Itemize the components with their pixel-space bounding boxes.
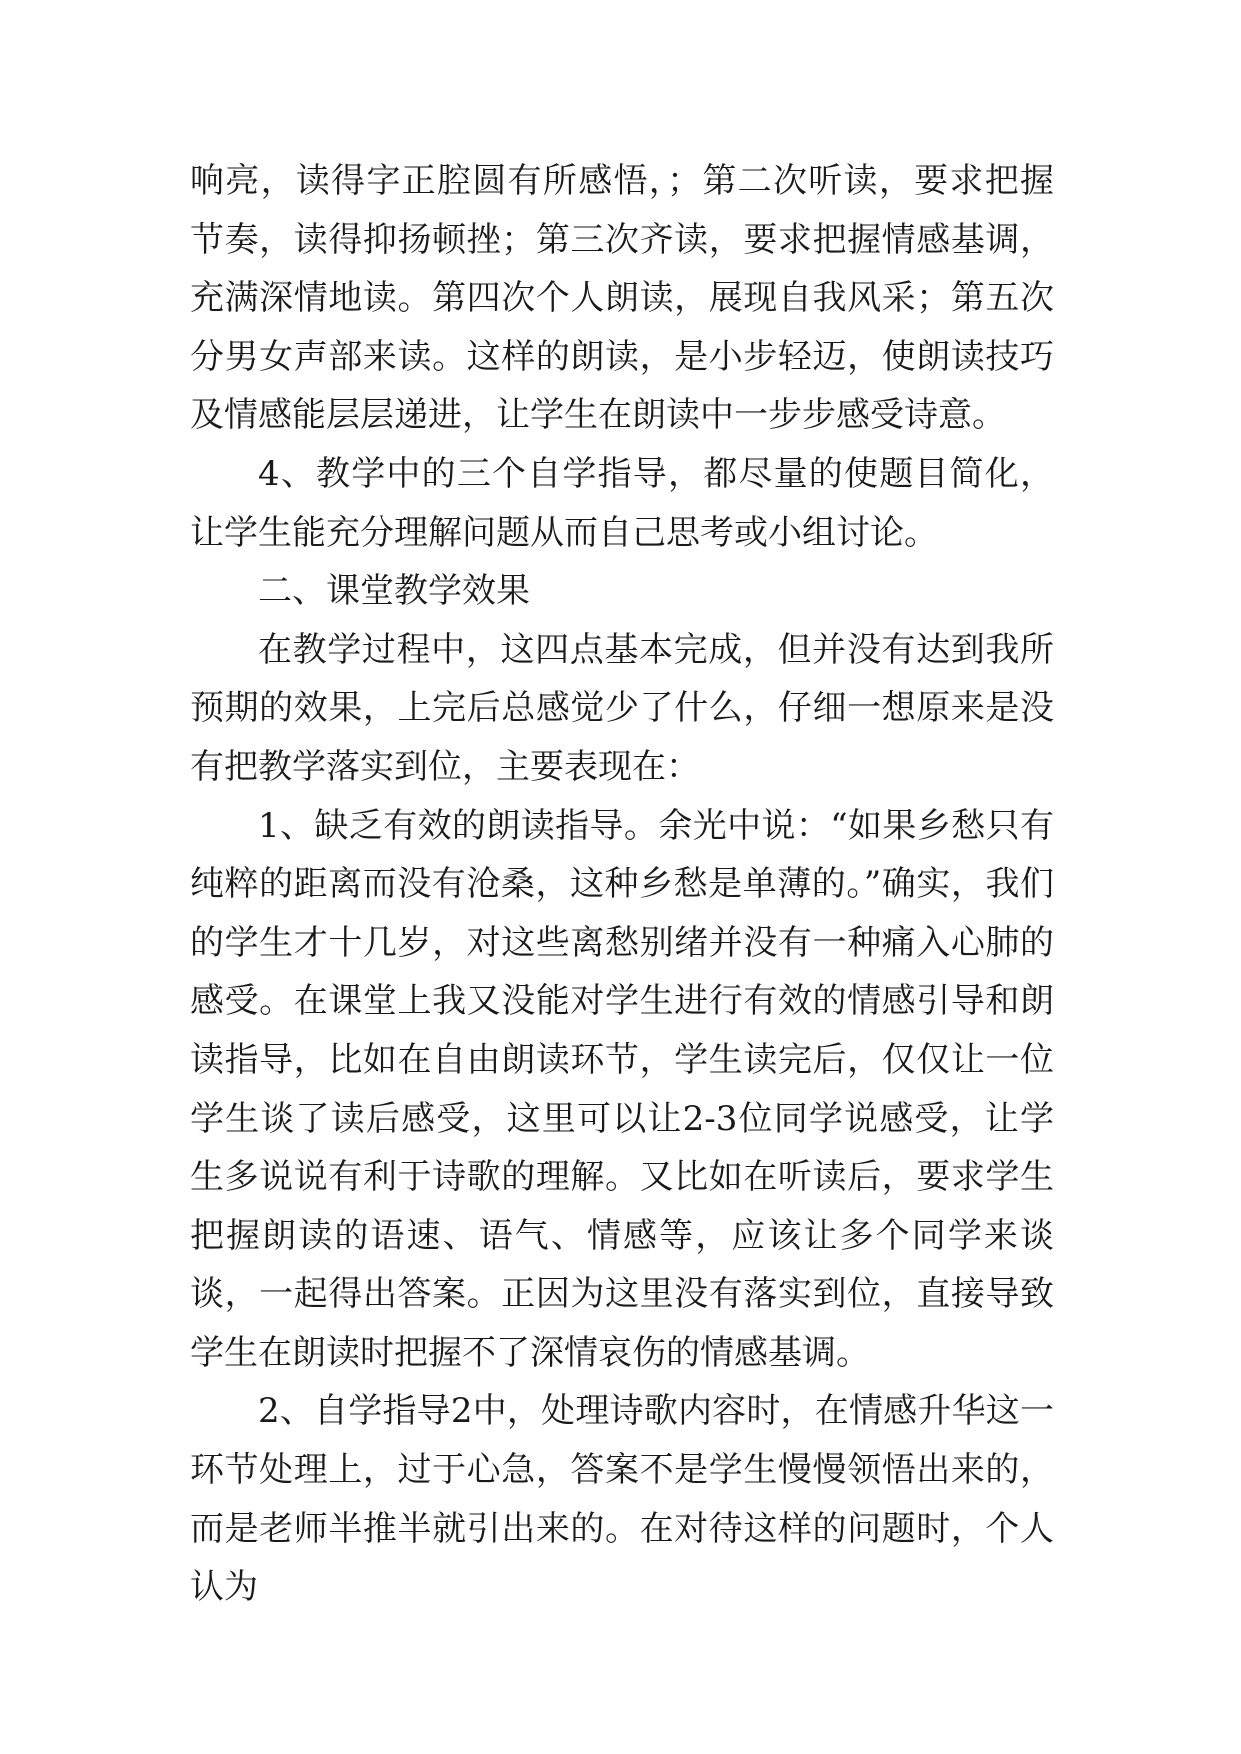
document-body [190, 152, 1054, 1617]
paragraph-reading-steps: 响亮，读得字正腔圆有所感悟，；第二次听读，要求把握节奏，读得抑扬顿挫；第三次齐读，要求把握情感基调，充满深情地读。第四次个人朗读，展现自我风采；第五次分男女声部来读。这样的朗读，是小步轻迈，使朗读技巧及情感能层层递进，让学生在朗读中一步步感受诗意。 [190, 161, 1054, 436]
paragraph-self-study-guidance: 4、教学中的三个自学指导，都尽量的使题目简化，让学生能充分理解问题从而自己思考或小组讨论。 [190, 453, 1054, 553]
section-heading-classroom-effect: 二、课堂教学效果 [258, 571, 530, 612]
paragraph-teaching-process: 在教学过程中，这四点基本完成，但并没有达到我所预期的效果，上完后总感觉少了什么，仔细一想原来是没有把教学落实到位，主要表现在： [190, 629, 1054, 787]
paragraph-self-study-guide-2: 2、自学指导2中，处理诗歌内容时，在情感升华这一环节处理上，过于心急，答案不是学生慢慢领悟出来的，而是老师半推半就引出来的。在对待这样的问题时，个人认为 [190, 1391, 1054, 1608]
paragraph-reading-guidance-lacking: 1、缺乏有效的朗读指导。余光中说：“如果乡愁只有纯粹的距离而没有沧桑，这种乡愁是单薄的。”确实，我们的学生才十几岁，对这些离愁别绪并没有一种痛入心肺的感受。在课堂上我又没能对学生进行有效的情感引导和朗读指导，比如在自由朗读环节，学生读完后，仅仅让一位学生谈了读后感受，这里可以让2-3位同学说感受，让学生多说说有利于诗歌的理解。又比如在听读后，要求学生把握朗读的语速、语气、情感等，应该让多个同学来谈谈，一起得出答案。正因为这里没有落实到位，直接导致学生在朗读时把握不了深情哀伤的情感基调。 [190, 805, 1054, 1373]
